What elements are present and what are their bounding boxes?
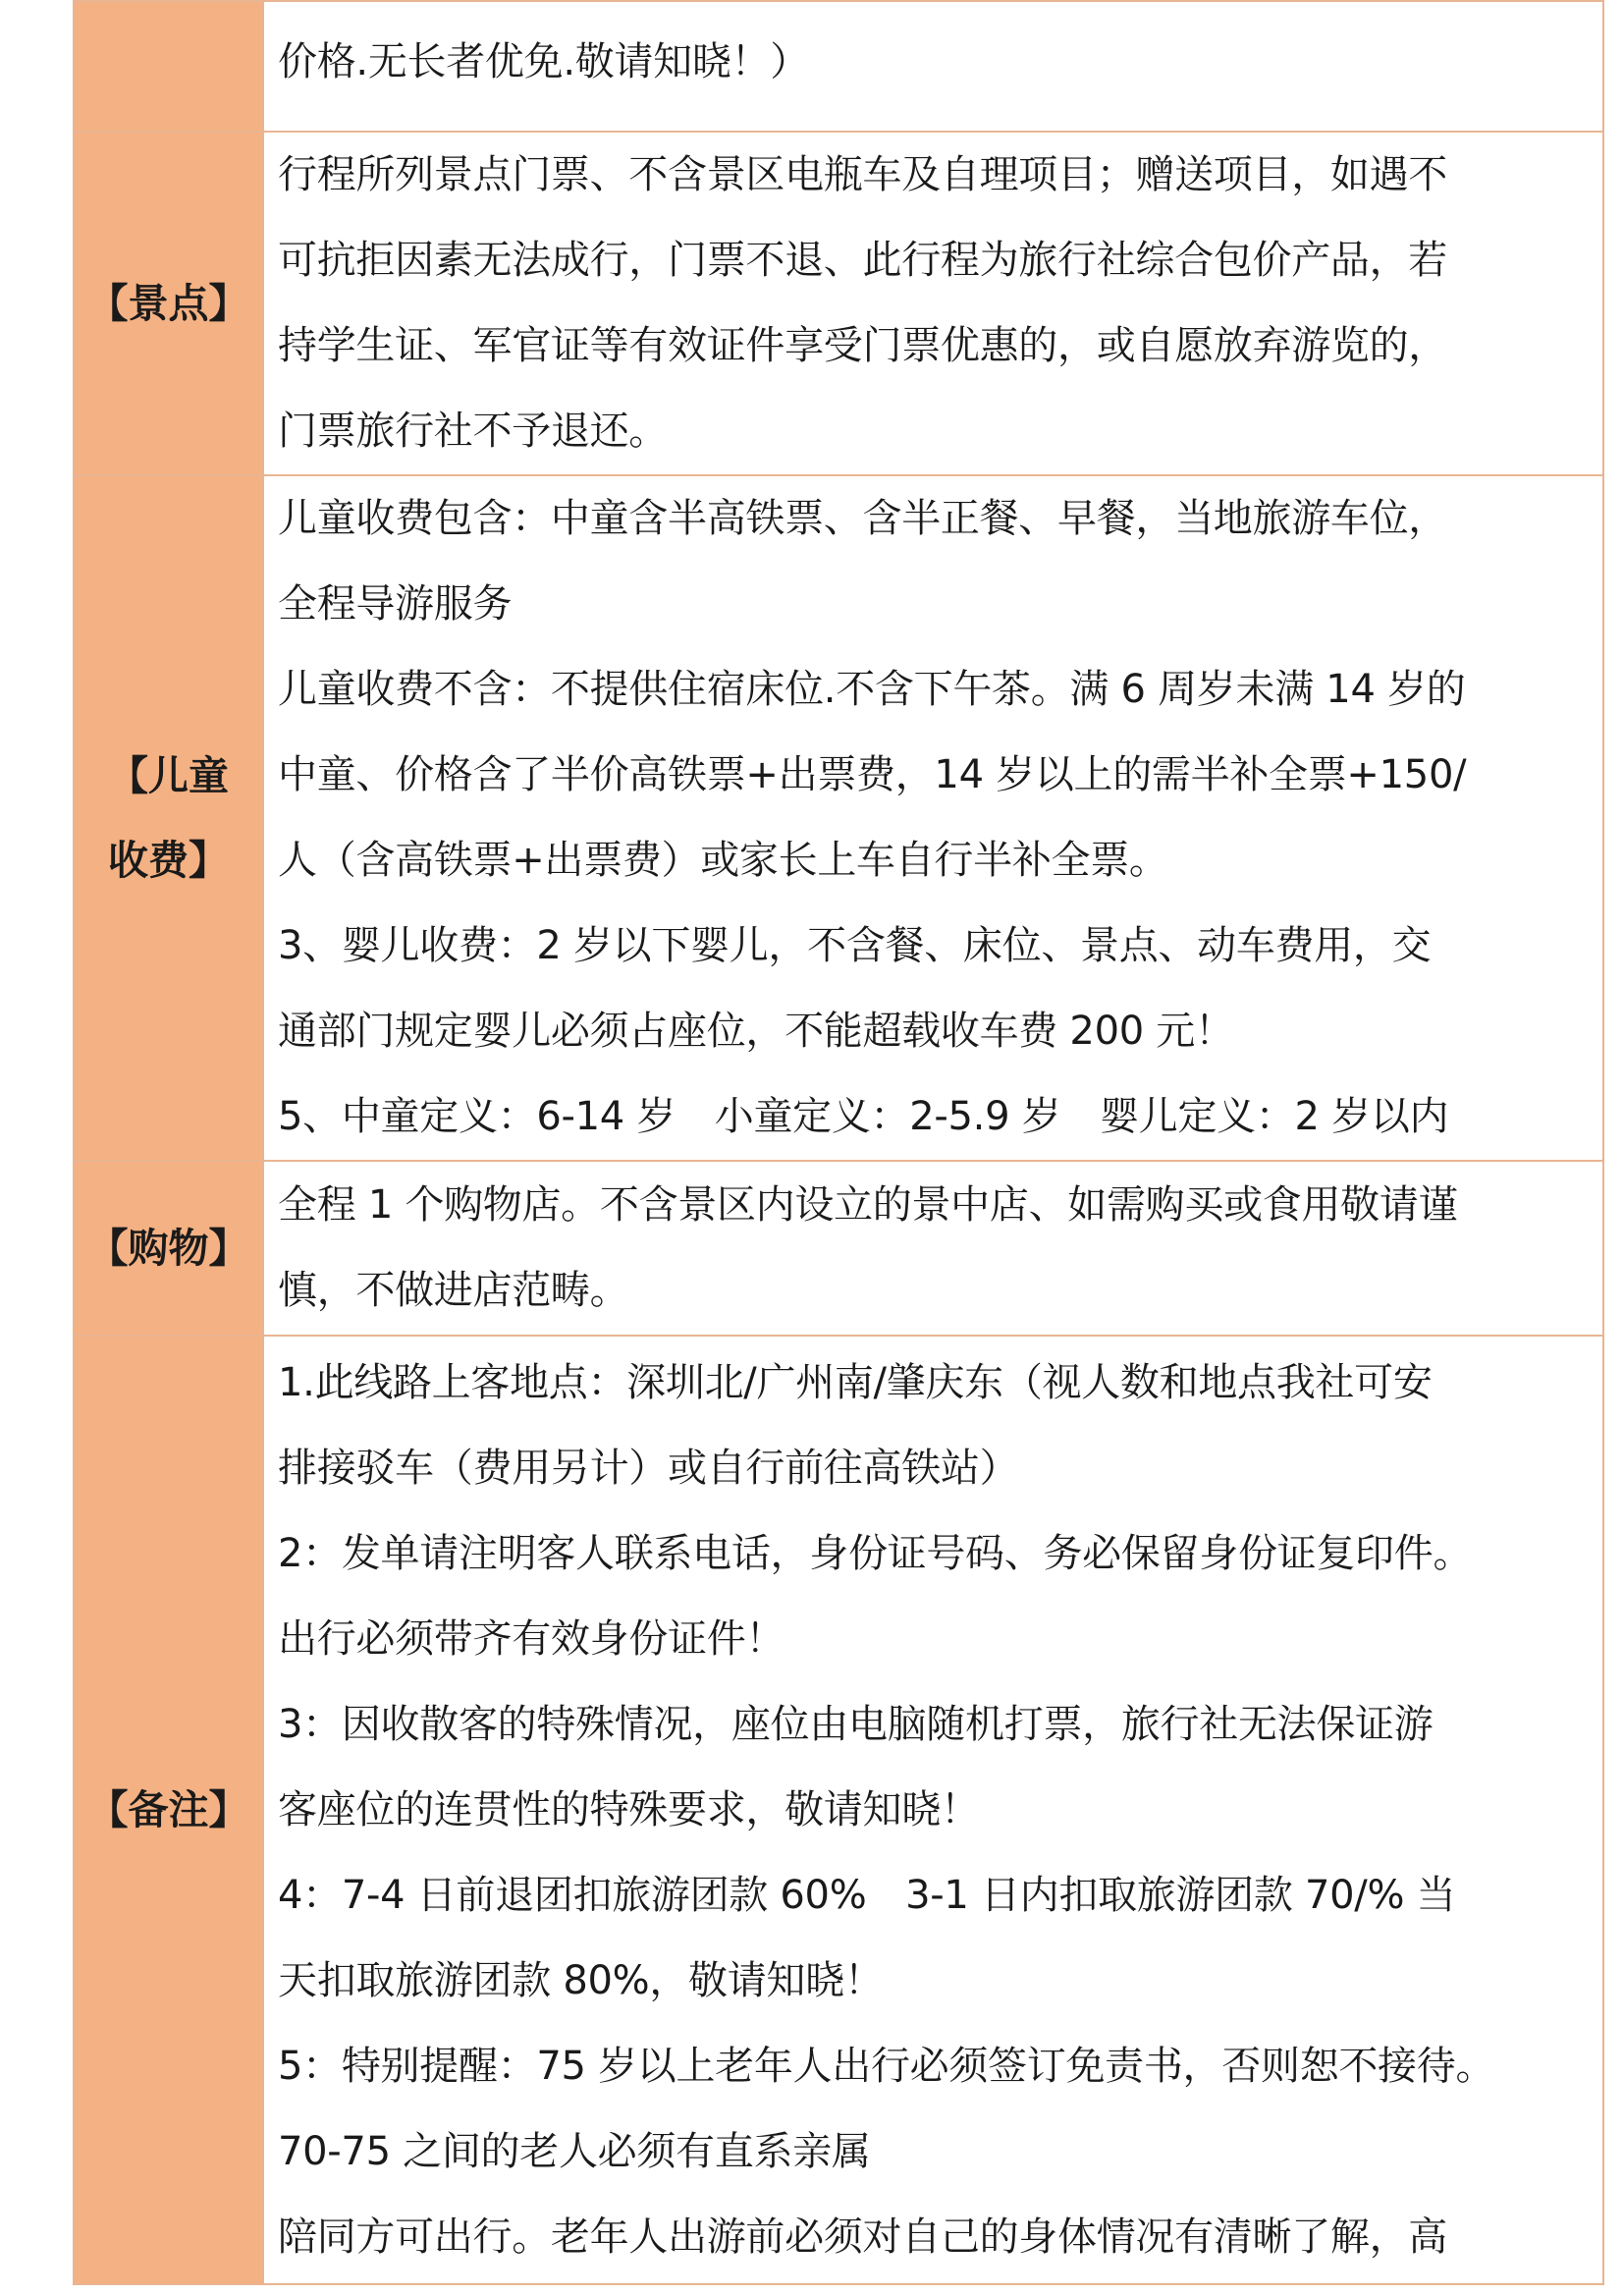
- text-line: 人（含高铁票+出票费）或家长上车自行半补全票。: [278, 838, 1168, 883]
- row-content-price-note: [263, 1, 1603, 132]
- label-text: 收费】: [108, 837, 229, 884]
- text-line: 门票旅行社不予退还。: [278, 409, 668, 454]
- label-text: 【购物】: [87, 1225, 249, 1272]
- text-line: 价格.无长者优免.敬请知晓！）: [278, 39, 809, 84]
- text-line: 3：因收散客的特殊情况，座位由电脑随机打票，旅行社无法保证游: [278, 1702, 1434, 1747]
- text-line: 4：7-4 日前退团扣旅游团款 60% 3-1 日内扣取旅游团款 70/% 当: [278, 1873, 1456, 1918]
- table-row-attractions: [74, 132, 1603, 475]
- text-line: 排接驳车（费用另计）或自行前往高铁站）: [278, 1446, 1019, 1491]
- text-line: 全程 1 个购物店。不含景区内设立的景中店、如需购买或食用敬请谨: [278, 1182, 1458, 1228]
- text-line: 慎，不做进店范畴。: [278, 1268, 629, 1313]
- label-text: 【景点】: [87, 280, 249, 327]
- row-content-shopping: [263, 1161, 1603, 1336]
- text-line: 天扣取旅游团款 80%，敬请知晓！: [278, 1958, 884, 2003]
- text-line: 70-75 之间的老人必须有直系亲属: [278, 2129, 871, 2174]
- text-line: 全程导游服务: [278, 581, 513, 627]
- table-row-remarks: [74, 1336, 1603, 2284]
- text-line: 儿童收费不含：不提供住宿床位.不含下午茶。满 6 周岁未满 14 岁的: [278, 667, 1466, 712]
- table-row-child-fees: [74, 475, 1603, 1161]
- text-line: 行程所列景点门票、不含景区电瓶车及自理项目；赠送项目，如遇不: [278, 152, 1447, 197]
- row-label-empty: [74, 1, 263, 132]
- table-row-price-note: [74, 1, 1603, 132]
- text-line: 儿童收费包含：中童含半高铁票、含半正餐、早餐，当地旅游车位，: [278, 496, 1447, 541]
- row-label-child-fees: [74, 475, 263, 1161]
- text-line: 3、婴儿收费：2 岁以下婴儿，不含餐、床位、景点、动车费用，交: [278, 923, 1432, 968]
- row-label-attractions: [74, 132, 263, 475]
- text-line: 通部门规定婴儿必须占座位，不能超载收车费 200 元！: [278, 1009, 1234, 1054]
- row-content-remarks: [263, 1336, 1603, 2284]
- text-line: 出行必须带齐有效身份证件！: [278, 1616, 785, 1662]
- row-content-child-fees: [263, 475, 1603, 1161]
- text-line: 陪同方可出行。老年人出游前必须对自己的身体情况有清晰了解，高: [278, 2214, 1447, 2260]
- row-label-shopping: [74, 1161, 263, 1336]
- text-line: 持学生证、军官证等有效证件享受门票优惠的，或自愿放弃游览的，: [278, 323, 1447, 368]
- text-line: 5：特别提醒：75 岁以上老年人出行必须签订免责书，否则恕不接待。: [278, 2044, 1495, 2089]
- text-line: 1.此线路上客地点：深圳北/广州南/肇庆东（视人数和地点我社可安: [278, 1360, 1433, 1405]
- text-line: 可抗拒因素无法成行，门票不退、此行程为旅行社综合包价产品，若: [278, 238, 1447, 283]
- text-line: 中童、价格含了半价高铁票+出票费，14 岁以上的需半补全票+150/: [278, 752, 1467, 797]
- table-row-shopping: [74, 1161, 1603, 1336]
- text-line: 客座位的连贯性的特殊要求，敬请知晓！: [278, 1787, 980, 1832]
- label-text: 【儿童: [108, 752, 229, 799]
- row-label-remarks: [74, 1336, 263, 2284]
- text-line: 5、中童定义：6-14 岁 小童定义：2-5.9 岁 婴儿定义：2 岁以内: [278, 1094, 1449, 1139]
- label-text: 【备注】: [87, 1786, 249, 1833]
- itinerary-terms-table: [73, 0, 1604, 2285]
- row-content-attractions: [263, 132, 1603, 475]
- text-line: 2：发单请注明客人联系电话，身份证号码、务必保留身份证复印件。: [278, 1531, 1473, 1576]
